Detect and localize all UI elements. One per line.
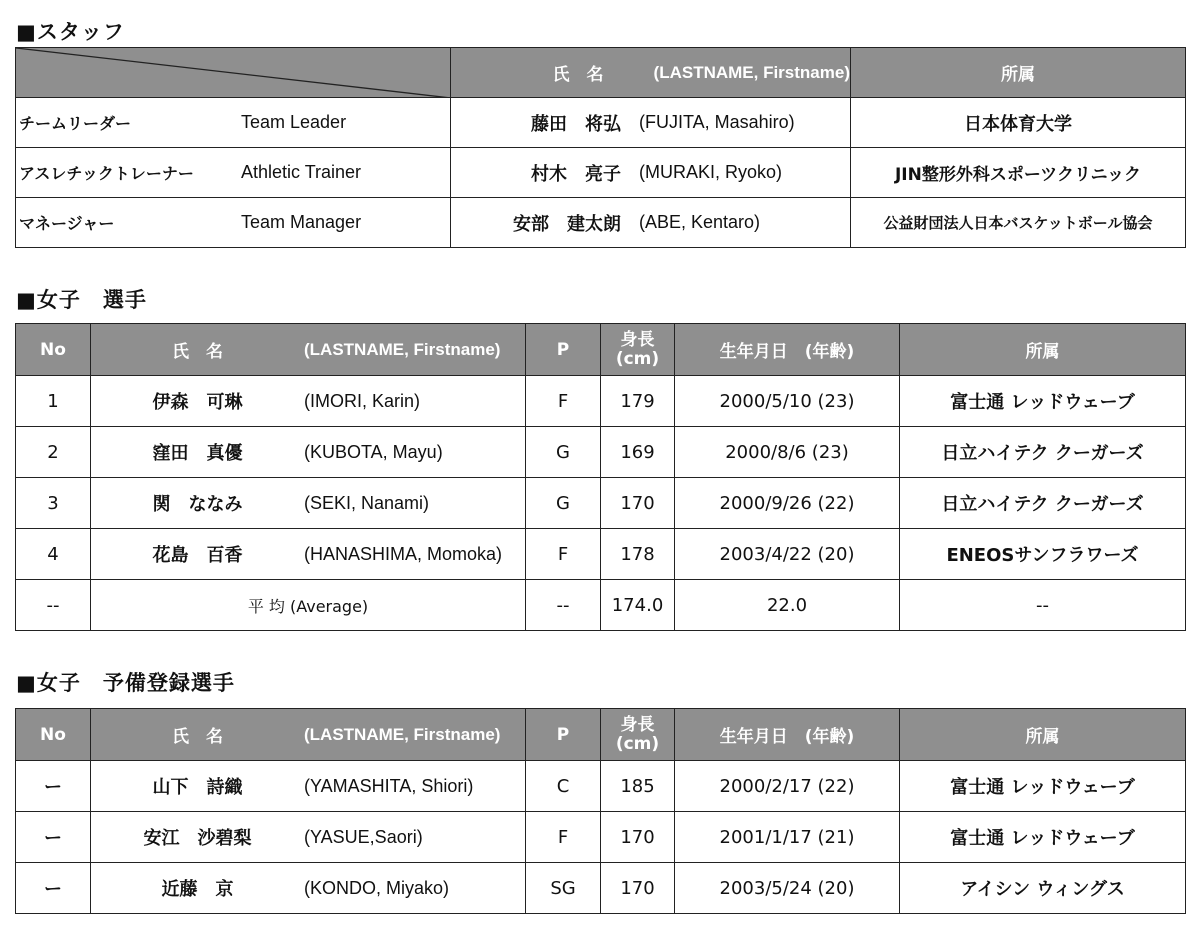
average-affiliation: --	[900, 580, 1186, 631]
staff-name-en: (FUJITA, Masahiro)	[639, 112, 795, 132]
player-birth: 2000/8/6 (23)	[675, 427, 900, 478]
reserve-name-en: (YAMASHITA, Shiori)	[304, 775, 474, 796]
staff-role-en: Team Leader	[241, 112, 347, 132]
player-name-cell	[91, 427, 526, 478]
staff-role-cell	[16, 98, 451, 148]
reserve-row	[16, 761, 1186, 812]
player-no: 4	[16, 529, 91, 580]
players-header-row	[16, 324, 1186, 376]
player-position: F	[526, 376, 601, 427]
reserves-section-title: ■女子 予備登録選手	[16, 671, 235, 695]
reserve-birth: 2000/2/17 (22)	[675, 761, 900, 812]
player-row	[16, 529, 1186, 580]
reserve-name-en: (YASUE,Saori)	[304, 826, 423, 847]
reserve-name-cell	[91, 761, 526, 812]
reserve-no: ー	[16, 761, 91, 812]
player-affiliation: 富士通 レッドウェーブ	[900, 376, 1186, 427]
player-no: 2	[16, 427, 91, 478]
player-row	[16, 427, 1186, 478]
reserve-position: F	[526, 812, 601, 863]
staff-affiliation: JIN整形外科スポーツクリニック	[851, 148, 1186, 198]
player-name-jp: 窪田 真優	[152, 443, 243, 464]
player-name-cell	[91, 529, 526, 580]
player-no: 3	[16, 478, 91, 529]
average-label: 平 均 (Average)	[91, 580, 526, 631]
average-no: --	[16, 580, 91, 631]
staff-role-jp: アスレチックトレーナー	[19, 164, 194, 183]
staff-role-cell	[16, 148, 451, 198]
staff-role-en: Athletic Trainer	[241, 162, 362, 182]
player-position: F	[526, 529, 601, 580]
player-row	[16, 478, 1186, 529]
staff-role-jp: マネージャー	[19, 214, 115, 233]
reserve-row	[16, 812, 1186, 863]
header-height-label: 身長	[620, 714, 655, 735]
reserve-name-jp: 山下 詩織	[152, 777, 243, 798]
staff-row	[16, 198, 1186, 248]
player-name-cell	[91, 478, 526, 529]
staff-table	[15, 47, 1186, 248]
staff-section-title: ■スタッフ	[16, 20, 125, 44]
player-height: 170	[601, 478, 675, 529]
header-height-unit: (cm)	[615, 348, 660, 369]
staff-name-jp: 村木 亮子	[531, 163, 621, 185]
header-position: P	[526, 709, 601, 761]
staff-affiliation: 公益財団法人日本バスケットボール協会	[851, 198, 1186, 248]
staff-affiliation: 日本体育大学	[851, 98, 1186, 148]
header-birth: 生年月日 (年齢)	[675, 324, 900, 376]
player-row	[16, 376, 1186, 427]
header-birth: 生年月日 (年齢)	[675, 709, 900, 761]
reserve-row	[16, 863, 1186, 914]
reserve-height: 170	[601, 863, 675, 914]
header-name-en: (LASTNAME, Firstname)	[304, 339, 501, 359]
player-name-cell	[91, 376, 526, 427]
reserves-table	[15, 708, 1186, 914]
reserve-name-en: (KONDO, Miyako)	[304, 877, 450, 898]
reserve-affiliation: 富士通 レッドウェーブ	[900, 812, 1186, 863]
reserve-no: ー	[16, 863, 91, 914]
staff-row	[16, 148, 1186, 198]
header-name	[91, 324, 526, 376]
staff-name-jp: 藤田 将弘	[531, 113, 621, 135]
reserve-position: C	[526, 761, 601, 812]
staff-header-affiliation: 所属	[851, 48, 1186, 98]
reserve-name-jp: 近藤 京	[161, 879, 234, 900]
staff-role-en: Team Manager	[241, 212, 362, 232]
staff-name-en: (MURAKI, Ryoko)	[639, 162, 783, 182]
average-age: 22.0	[675, 580, 900, 631]
header-height	[601, 709, 675, 761]
reserve-height: 170	[601, 812, 675, 863]
player-position: G	[526, 478, 601, 529]
staff-role-cell	[16, 198, 451, 248]
header-no: No	[16, 709, 91, 761]
header-height	[601, 324, 675, 376]
reserve-birth: 2003/5/24 (20)	[675, 863, 900, 914]
staff-name-jp: 安部 建太朗	[513, 213, 621, 235]
player-affiliation: ENEOSサンフラワーズ	[900, 529, 1186, 580]
reserve-no: ー	[16, 812, 91, 863]
header-affiliation: 所属	[900, 324, 1186, 376]
header-name-jp: 氏 名	[172, 727, 223, 747]
player-height: 179	[601, 376, 675, 427]
reserve-height: 185	[601, 761, 675, 812]
staff-name-en: (ABE, Kentaro)	[639, 212, 761, 232]
player-height: 178	[601, 529, 675, 580]
staff-header-name	[451, 48, 851, 98]
reserve-name-jp: 安江 沙碧梨	[143, 828, 252, 849]
header-name-en: (LASTNAME, Firstname)	[304, 724, 501, 744]
player-name-en: (SEKI, Nanami)	[304, 492, 430, 513]
header-height-unit: (cm)	[615, 733, 660, 754]
average-height: 174.0	[601, 580, 675, 631]
player-birth: 2003/4/22 (20)	[675, 529, 900, 580]
header-name-en: (LASTNAME, Firstname)	[653, 62, 850, 82]
staff-name-cell	[451, 98, 851, 148]
player-no: 1	[16, 376, 91, 427]
player-birth: 2000/9/26 (22)	[675, 478, 900, 529]
header-height-label: 身長	[620, 329, 655, 350]
average-row	[16, 580, 1186, 631]
player-name-jp: 関 ななみ	[152, 494, 243, 515]
staff-name-cell	[451, 148, 851, 198]
reserve-position: SG	[526, 863, 601, 914]
player-affiliation: 日立ハイテク クーガーズ	[900, 478, 1186, 529]
reserve-affiliation: アイシン ウィングス	[900, 863, 1186, 914]
staff-header-diagonal-cell	[16, 48, 451, 98]
average-position: --	[526, 580, 601, 631]
header-affiliation: 所属	[900, 709, 1186, 761]
header-position: P	[526, 324, 601, 376]
player-affiliation: 日立ハイテク クーガーズ	[900, 427, 1186, 478]
player-height: 169	[601, 427, 675, 478]
staff-role-jp: チームリーダー	[19, 114, 132, 133]
header-name-jp: 氏 名	[172, 342, 223, 362]
header-name	[91, 709, 526, 761]
staff-header-row	[16, 48, 1186, 98]
header-no: No	[16, 324, 91, 376]
reserve-name-cell	[91, 812, 526, 863]
reserve-affiliation: 富士通 レッドウェーブ	[900, 761, 1186, 812]
staff-name-cell	[451, 198, 851, 248]
player-name-en: (HANASHIMA, Momoka)	[304, 543, 503, 564]
player-name-jp: 花島 百香	[152, 545, 243, 566]
staff-row	[16, 98, 1186, 148]
reserve-birth: 2001/1/17 (21)	[675, 812, 900, 863]
player-position: G	[526, 427, 601, 478]
reserves-header-row	[16, 709, 1186, 761]
players-section-title: ■女子 選手	[16, 288, 147, 312]
player-birth: 2000/5/10 (23)	[675, 376, 900, 427]
player-name-en: (IMORI, Karin)	[304, 390, 421, 411]
player-name-jp: 伊森 可琳	[152, 392, 243, 413]
header-name-jp: 氏 名	[552, 65, 604, 85]
reserve-name-cell	[91, 863, 526, 914]
diagonal-line	[16, 48, 451, 98]
players-table	[15, 323, 1186, 631]
player-name-en: (KUBOTA, Mayu)	[304, 441, 443, 462]
